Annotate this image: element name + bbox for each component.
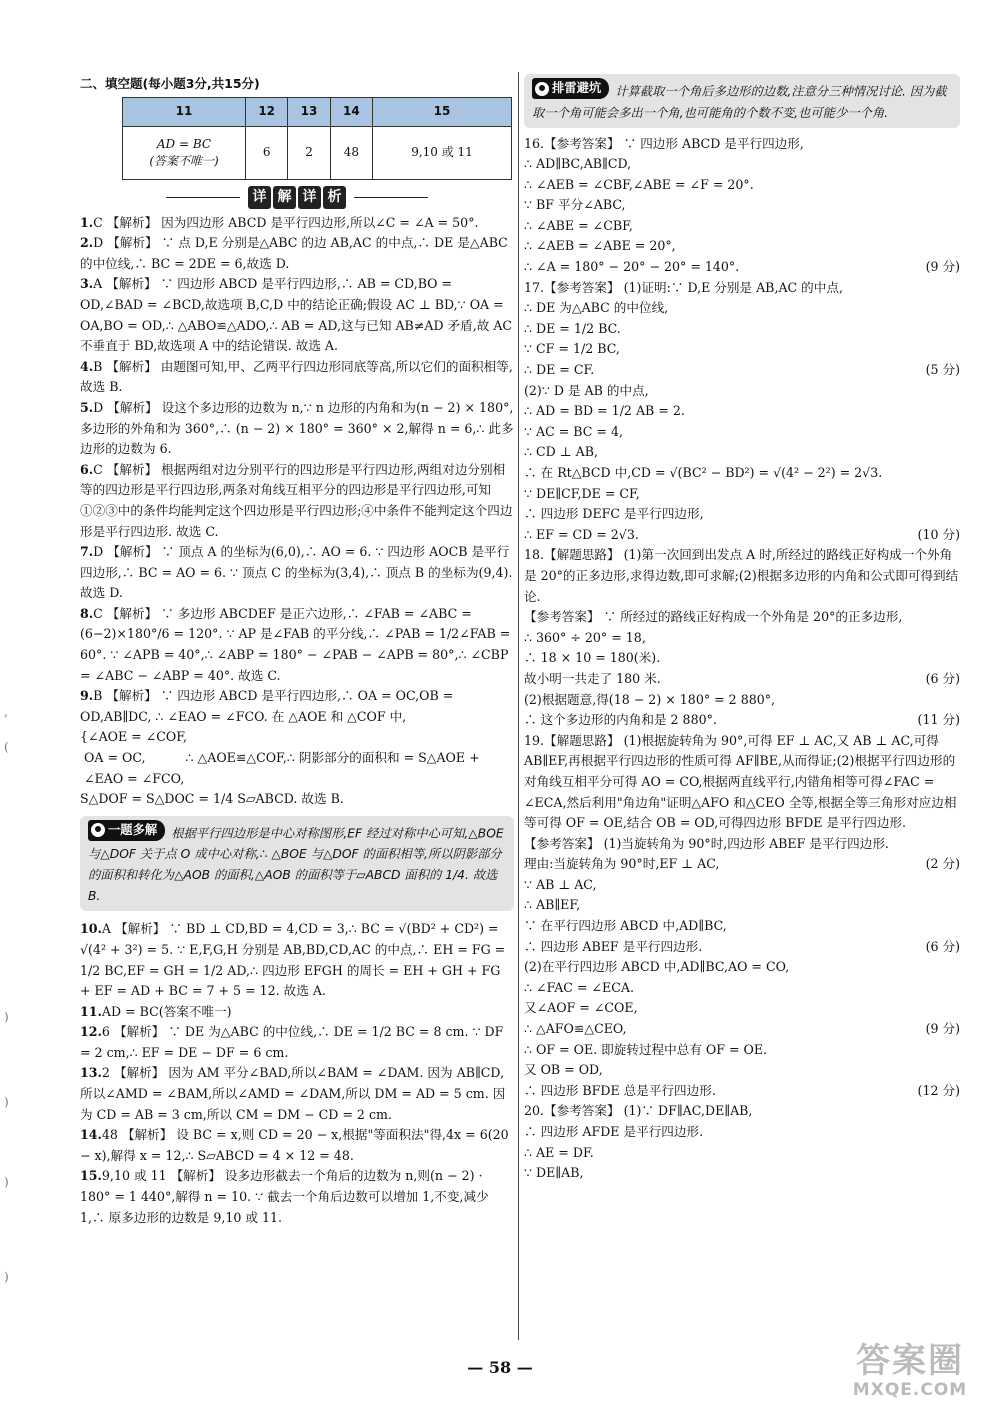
solution-item: 12.6 【解析】 ∵ DE 为△ABC 的中位线,∴ DE = 1/2 BC = 8 cm. ∵ DF = 2 cm,∴ EF = DE − DF = 6 cm. [80,1024,508,1060]
answer-line [524,339,960,360]
score-label: (10 分) [917,526,960,542]
answer-line [524,216,960,237]
answer-text: ∴ OF = OE. 即旋转过程中总有 OF = OE. [524,1041,768,1057]
answer-line [524,401,960,422]
answer-line [524,628,960,649]
banner-char: 详 [248,186,271,209]
answer-text: 又∠AOF = ∠COE, [524,1000,638,1016]
solution-item: 4.B 【解析】 由题图可知,甲、乙两平行四边形同底等高,所以它们的面积相等,故选 B. [80,358,513,395]
answer-line [524,1060,960,1081]
tip-label: 一题多解 [88,820,165,841]
answer-line [524,422,960,443]
answer-table-cell: 6 [246,126,288,179]
tip-box-multiple-solutions [80,816,514,912]
answer-text: ∴ AB∥EF, [524,897,581,913]
lightbulb-icon [535,82,549,96]
answer-line [524,937,960,958]
answer-text: ∵ AC = BC = 4, [524,423,624,439]
solution-list [80,213,517,810]
margin-mark: ( [4,740,9,754]
answer-lines [524,134,960,1184]
answer-text: ∴ 四边形 DEFC 是平行四边形, [524,506,704,522]
solution-item: 8.C 【解析】 ∵ 多边形 ABCDEF 是正六边形,∴ ∠FAB = ∠ABC = (6−2)×180°/6 = 120°. ∵ AP 是∠FAB 的平分线,∴ ∠PAB = 1/2∠FAB = 60°. ∵ ∠APB = 40°,∴ ∠ABP = 180° − ∠PAB − ∠APB = 80°,∴ ∠CBP = ∠ABC − ∠ABP = 40°. 故选 C. [80,605,515,683]
section-title: 二、填空题(每小题3分,共15分) [80,76,260,91]
answer-text: (2)∵ D 是 AB 的中点, [524,382,649,398]
answer-line [524,957,960,978]
left-column [80,74,517,1228]
tip-box-pitfalls [524,74,960,128]
answer-text: ∵ CF = 1/2 BC, [524,341,620,357]
answer-line [524,710,960,731]
solution-item: 15.9,10 或 11 【解析】 设多边形截去一个角后的边数为 n,则(n − 2) · 180° = 1 440°,解得 n = 10. ∵ 截去一个角后边数可以增加 1,不变,减少 1,∴ 原多边形的边数是 9,10 或 11. [80,1168,493,1225]
answer-line [524,236,960,257]
answer-text: ∴ 在 Rt△BCD 中,CD = √(BC² − BD²) = √(4² − 2²) = 2√3. [524,465,883,480]
answer-text: ∴ ∠AEB = ∠CBF,∠ABE = ∠F = 20°. [524,176,754,192]
score-label: (5 分) [925,362,960,378]
answer-line [524,360,960,381]
answer-text: 【参考答案】 (1)当旋转角为 90°时,四边形 ABEF 是平行四边形. [524,835,889,851]
answer-text: ∴ △AFO≌△CEO, [524,1021,627,1037]
right-column [524,74,960,1184]
answer-table-cell: 2 [288,126,330,179]
answer-table-header: 14 [330,97,372,126]
margin-mark: ) [4,1095,9,1109]
margin-mark: ) [4,1010,9,1024]
answer-text: (2)在平行四边形 ABCD 中,AD∥BC,AO = CO, [524,959,790,975]
solution-item: 13.2 【解析】 因为 AM 平分∠BAD,所以∠BAM = ∠DAM. 因为 AB∥CD,所以∠AMD = ∠BAM,所以∠AMD = ∠DAM,所以 DM = AD = 5 cm. 因为 CD = AB = 3 cm,所以 CM = DM − CD = 2 cm. [80,1065,506,1122]
answer-text: 19.【解题思路】 (1)根据旋转角为 90°,可得 EF ⊥ AC,又 AB ⊥ AC,可得 AB∥EF,再根据平行四边形的性质可得 AF∥BE,从而得证;(2)根据平行四边形的对角线互相平分可得 AO = CO,根据两直线平行,内错角相等可得∠FAC = ∠ECA,然后利用"角边角"证明△AFO 和△CEO 全等,根据全等三角形对应边相等可得 OF = OE,结合 OB = OD,可得四边形 BFDE 是平行四边形. [524,732,957,831]
banner-char: 析 [323,186,346,209]
answer-line [524,545,960,607]
answer-table-header: 13 [288,97,330,126]
answer-line [524,381,960,402]
answer-text: ∵ BF 平分∠ABC, [524,197,626,213]
answer-line [524,504,960,525]
answer-text: ∴ CD ⊥ AB, [524,444,598,460]
lightbulb-icon [91,823,105,837]
answer-text: ∴ 18 × 10 = 180(米). [524,650,661,666]
answer-text: 又 OB = OD, [524,1062,603,1078]
answer-line [524,278,960,299]
answer-line [524,298,960,319]
answer-table-cell: 9,10 或 11 [373,126,512,179]
solution-item: 3.A 【解析】 ∵ 四边形 ABCD 是平行四边形,∴ AB = CD,BO = OD,∠BAD = ∠BCD,故选项 B,C,D 中的结论正确;假设 AC ⊥ BD,∵ OA = OA,BO = OD,∴ △ABO≌△ADO,∴ AB = AD,这与已知 AB≠AD 矛盾,故 AC 不垂直于 BD,故选项 A 中的结论错误. 故选 A. [80,276,517,354]
answer-text: ∴ ∠AEB = ∠ABE = 20°, [524,238,676,254]
answer-line [524,195,960,216]
score-label: (12 分) [917,1082,960,1098]
watermark-logo [830,1342,990,1404]
answer-text: ∴ DE = 1/2 BC. [524,320,621,336]
answer-line [524,690,960,711]
answer-text: ∴ EF = CD = 2√3. [524,526,639,542]
answer-line [524,834,960,855]
answer-line [524,484,960,505]
answer-text: ∴ 四边形 ABEF 是平行四边形. [524,938,703,954]
answer-line [524,257,960,278]
answer-line [524,134,960,155]
answer-line [524,1019,960,1040]
answer-text: 16.【参考答案】 ∵ 四边形 ABCD 是平行四边形, [524,135,804,151]
answer-text: ∴ ∠A = 180° − 20° − 20° = 140°. [524,259,740,275]
tip-text: 计算截取一个角后多边形的边数,注意分三种情况讨论. 因为截取一个角可能会多出一个角,也可能角的个数不变,也可能少一个角. [532,84,947,120]
answer-table-header: 15 [373,97,512,126]
answer-line [524,463,960,484]
score-label: (11 分) [917,712,960,728]
tip-label: 排雷避坑 [532,78,609,99]
answer-text: (2)根据题意,得(18 − 2) × 180° = 2 880°, [524,691,776,707]
answer-line [524,1101,960,1122]
page-number: — 58 — [467,1358,533,1377]
solution-item: 14.48 【解析】 设 BC = x,则 CD = 20 − x,根据"等面积法"得,4x = 6(20 − x),解得 x = 12,∴ S▱ABCD = 4 × 12 = 48. [80,1127,513,1163]
banner-title [248,186,346,209]
score-label: (9 分) [925,1021,960,1037]
answer-table-header: 11 [123,97,246,126]
solution-item: 2.D 【解析】 ∵ 点 D,E 分别是△ABC 的边 AB,AC 的中点,∴ DE 是△ABC 的中位线,∴ BC = 2DE = 6,故选 D. [80,235,512,271]
answer-line [524,998,960,1019]
solution-item: 5.D 【解析】 设这个多边形的边数为 n,∵ n 边形的内角和为(n − 2) × 180°,多边形的外角和为 360°,∴ (n − 2) × 180° = 360° × 2,解得 n = 6,∴ 此多边形的边数为 6. [80,399,514,457]
watermark-title: 答案圈 [856,1341,964,1381]
answer-text: 理由:当旋转角为 90°时,EF ⊥ AC, [524,856,720,872]
margin-mark: , [4,705,8,719]
answer-line [524,1040,960,1061]
answer-text: ∴ ∠FAC = ∠ECA. [524,979,634,995]
watermark-url: MXQE.COM [852,1380,968,1400]
margin-mark: ) [4,1270,9,1284]
answer-text: 故小明一共走了 180 米. [524,670,661,686]
answer-text: ∴ DE = CF. [524,362,595,378]
column-divider [518,72,519,1340]
score-label: (6 分) [925,938,960,954]
answer-line [524,731,960,834]
section-banner [80,186,514,209]
answer-text: ∴ AD = BD = 1/2 AB = 2. [524,403,685,419]
answer-text: ∴ AE = DF. [524,1144,594,1160]
answer-line [524,978,960,999]
answer-text: 【参考答案】 ∵ 所经过的路线正好构成一个外角是 20°的正多边形, [524,609,903,625]
answer-line [524,1163,960,1184]
answer-text: ∴ ∠ABE = ∠CBF, [524,217,633,233]
solution-item: 6.C 【解析】 根据两组对边分别平行的四边形是平行四边形,两组对边分别相等的四边形是平行四边形,两条对角线互相平分的四边形是平行四边形,可知①②③中的条件均能判定这个四边形是平行四边形;④中条件不能判定这个四边形是平行四边形. 故选 C. [80,461,513,539]
answer-table-cell: 48 [330,126,372,179]
solution-item: 7.D 【解析】 ∵ 顶点 A 的坐标为(6,0),∴ AO = 6. ∵ 四边形 AOCB 是平行四边形,∴ BC = AO = 6. ∵ 顶点 C 的坐标为(3,4),∴ 顶点 B 的坐标为(9,4). 故选 D. [80,544,517,601]
answer-text: ∵ AB ⊥ AC, [524,876,597,892]
answer-line [524,648,960,669]
answer-text: ∴ 360° ÷ 20° = 18, [524,629,646,645]
answer-text: ∴ AD∥BC,AB∥CD, [524,156,632,172]
answer-text: 18.【解题思路】 (1)第一次回到出发点 A 时,所经过的路线正好构成一个外角是 20°的正多边形,求得边数,即可求解;(2)根据多边形的内角和公式即可得到结论. [524,547,959,604]
banner-char: 详 [298,186,321,209]
answer-table [122,97,512,180]
score-label: (6 分) [925,670,960,686]
solution-item: 1.C 【解析】 因为四边形 ABCD 是平行四边形,所以∠C = ∠A = 50°. [80,214,479,230]
margin-mark: ) [4,1175,9,1189]
tip-text: 根据平行四边形是中心对称图形,EF 经过对称中心可知,△BOE 与△DOF 关于点 O 成中心对称,∴ △BOE 与△DOF 的面积相等,所以阴影部分的面积和转化为△AOB 的面积,△AOB 的面积等于▱ABCD 面积的 1/4. 故选 B. [88,826,504,904]
score-label: (2 分) [925,856,960,872]
answer-line [524,854,960,875]
answer-text: ∴ 四边形 AFDE 是平行四边形. [524,1124,704,1139]
score-label: (9 分) [925,259,960,275]
answer-line [524,1143,960,1164]
answer-line [524,154,960,175]
answer-text: ∵ DE∥AB, [524,1165,584,1181]
answer-text: 17.【参考答案】 (1)证明:∵ D,E 分别是 AB,AC 的中点, [524,279,843,295]
answer-line [524,916,960,937]
answer-text: ∴ 这个多边形的内角和是 2 880°. [524,712,717,728]
answer-text: 20.【参考答案】 (1)∵ DF∥AC,DE∥AB, [524,1103,753,1119]
answer-line [524,442,960,463]
solution-list-2 [80,919,514,1228]
answer-line [524,669,960,690]
answer-text: ∴ DE 为△ABC 的中位线, [524,300,669,316]
answer-line [524,895,960,916]
answer-line [524,175,960,196]
solution-item: 11.AD = BC(答案不唯一) [80,1003,232,1019]
answer-line [524,319,960,340]
banner-rule [354,197,428,198]
answer-text: ∴ 四边形 BFDE 总是平行四边形. [524,1082,716,1098]
solution-item: 9.B 【解析】 ∵ 四边形 ABCD 是平行四边形,∴ OA = OC,OB = OD,AB∥DC, ∴ ∠EAO = ∠FCO. 在 △AOE 和 △COF 中, {∠AOE = ∠COF, OA = OC, ∴ △AOE≌△COF,∴ 阴影部分的面积和 = S△AOE + ∠EAO = ∠FCO, S△DOF = S△DOC = 1/4 S▱ABCD. 故选 B. [80,688,480,807]
solution-item: 10.A 【解析】 ∵ BD ⊥ CD,BD = 4,CD = 3,∴ BC = √(BD² + CD²) = √(4² + 3²) = 5. ∵ E,F,G,H 分别是 AB,BD,CD,AC 的中点,∴ EH = FG = 1/2 BC,EF = GH = 1/2 AD,∴ 四边形 EFGH 的周长 = EH + GH + FG + EF = AD + BC = 7 + 5 = 12. 故选 A. [80,921,510,999]
banner-char: 解 [273,186,296,209]
answer-line [524,525,960,546]
banner-rule [166,197,240,198]
answer-line [524,607,960,628]
answer-table-cell: AD = BC (答案不唯一) [123,126,246,179]
answer-line [524,1122,960,1143]
answer-text: ∵ DE∥CF,DE = CF, [524,485,640,501]
answer-table-header: 12 [246,97,288,126]
answer-line [524,875,960,896]
answer-text: ∵ 在平行四边形 ABCD 中,AD∥BC, [524,918,727,934]
answer-line [524,1081,960,1102]
